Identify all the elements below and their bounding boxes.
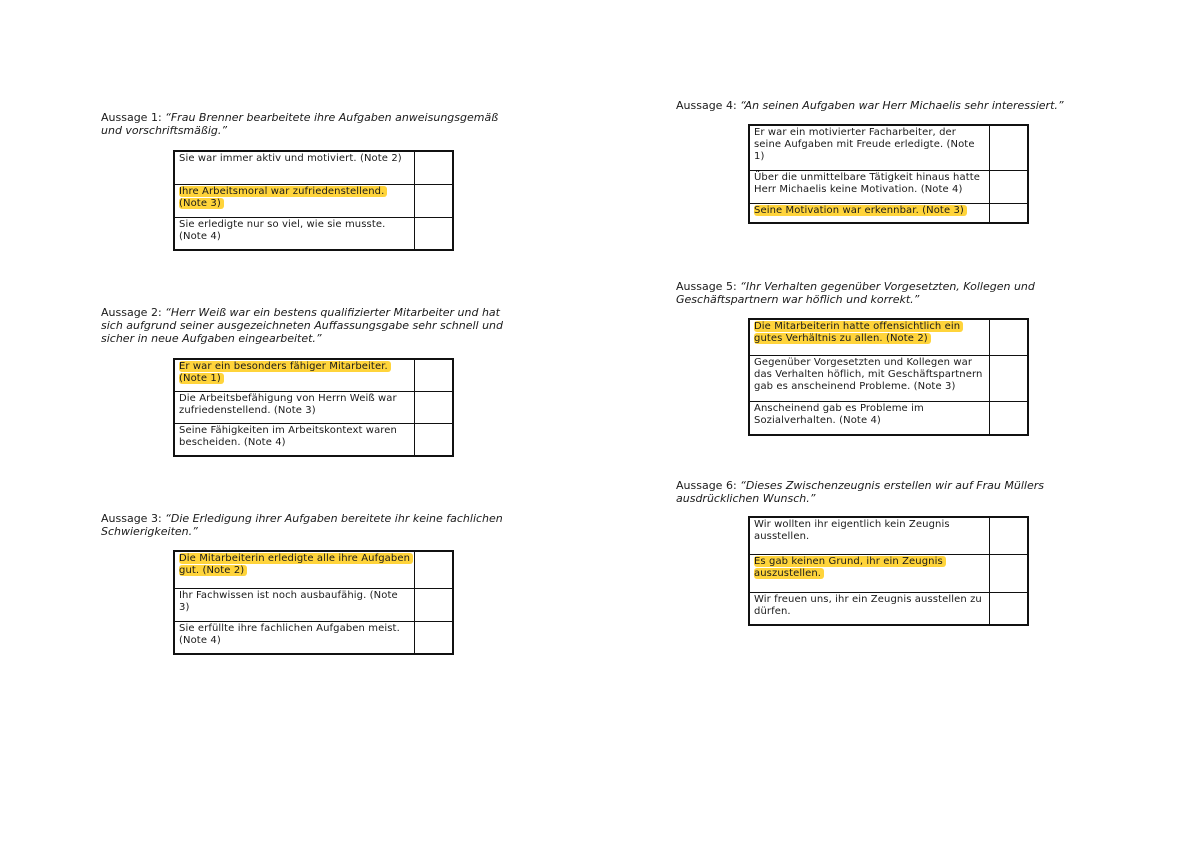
option-text-cell (174, 359, 415, 391)
answer-checkbox[interactable] (415, 184, 454, 217)
answer-checkbox[interactable] (990, 554, 1029, 592)
answer-checkbox[interactable] (990, 355, 1029, 401)
statement-quote: “Dieses Zwischenzeugnis erstellen wir auf Frau Müllers ausdrücklichen Wunsch.” (676, 479, 1044, 505)
statement-label: Aussage 2: (101, 306, 162, 319)
option-text-cell (749, 170, 990, 203)
option-text-cell (174, 551, 415, 588)
option-text-cell (749, 592, 990, 625)
option-text: Gegenüber Vorgesetzten und Kollegen war das Verhalten höflich, mit Geschäftspartnern gab es anscheinend Probleme. (Note 3) (754, 356, 983, 392)
table-row (749, 203, 1028, 223)
options-table-1 (173, 150, 454, 251)
options-table-6 (748, 516, 1029, 626)
option-text-highlighted: Die Mitarbeiterin hatte offensichtlich ein gutes Verhältnis zu allen. (Note 2) (754, 321, 963, 344)
option-text: Er war ein motivierter Facharbeiter, der seine Aufgaben mit Freude erledigte. (Note 1) (754, 127, 975, 162)
statement-label: Aussage 3: (101, 512, 162, 525)
option-text-cell (174, 217, 415, 250)
answer-checkbox[interactable] (990, 401, 1029, 435)
option-text: Wir wollten ihr eigentlich kein Zeugnis ausstellen. (754, 519, 950, 542)
option-text-cell (749, 517, 990, 554)
statement-5 (676, 280, 1096, 306)
statement-3 (101, 512, 521, 538)
statement-2 (101, 306, 521, 345)
answer-checkbox[interactable] (990, 125, 1029, 170)
answer-checkbox[interactable] (990, 517, 1029, 554)
statement-heading (676, 479, 1096, 505)
option-text-cell (174, 588, 415, 621)
answer-checkbox[interactable] (415, 423, 454, 456)
answer-checkbox[interactable] (990, 319, 1029, 355)
option-text-highlighted: Ihre Arbeitsmoral war zufriedenstellend. (Note 3) (179, 186, 387, 209)
answer-checkbox[interactable] (990, 170, 1029, 203)
table-row (174, 391, 453, 423)
option-text-highlighted: Die Mitarbeiterin erledigte alle ihre Aufgaben gut. (Note 2) (179, 553, 413, 576)
option-text: Wir freuen uns, ihr ein Zeugnis ausstellen zu dürfen. (754, 593, 982, 617)
statement-heading (101, 512, 521, 538)
option-text: Die Arbeitsbefähigung von Herrn Weiß war zufriedenstellend. (Note 3) (179, 392, 397, 416)
option-text-cell (749, 401, 990, 435)
table-row (174, 423, 453, 456)
statement-quote: “Die Erledigung ihrer Aufgaben bereitete ihr keine fachlichen Schwierigkeiten.” (101, 512, 503, 538)
option-text-cell (174, 423, 415, 456)
option-text: Anscheinend gab es Probleme im Sozialverhalten. (Note 4) (754, 402, 924, 426)
statement-label: Aussage 6: (676, 479, 737, 492)
statement-label: Aussage 1: (101, 111, 162, 124)
option-text-cell (174, 621, 415, 654)
answer-checkbox[interactable] (415, 588, 454, 621)
statement-label: Aussage 5: (676, 280, 737, 293)
option-text-cell (749, 355, 990, 401)
table-row (749, 125, 1028, 170)
options-table-4 (748, 124, 1029, 224)
options-table-3 (173, 550, 454, 655)
table-row (749, 355, 1028, 401)
options-table-5 (748, 318, 1029, 436)
answer-checkbox[interactable] (415, 391, 454, 423)
table-row (749, 170, 1028, 203)
statement-4 (676, 99, 1096, 112)
option-text-highlighted: Seine Motivation war erkennbar. (Note 3) (754, 205, 967, 216)
table-row (749, 401, 1028, 435)
option-text: Sie war immer aktiv und motiviert. (Note 2) (179, 153, 402, 164)
table-row (749, 592, 1028, 625)
table-row (749, 517, 1028, 554)
statement-heading (676, 99, 1096, 112)
table-row (174, 551, 453, 588)
option-text-cell (174, 151, 415, 184)
statement-6 (676, 479, 1096, 505)
option-text-highlighted: Er war ein besonders fähiger Mitarbeiter. (Note 1) (179, 361, 391, 384)
option-text-cell (174, 184, 415, 217)
statement-label: Aussage 4: (676, 99, 737, 112)
answer-checkbox[interactable] (415, 151, 454, 184)
statement-1 (101, 111, 521, 137)
statement-heading (101, 111, 521, 137)
answer-checkbox[interactable] (990, 203, 1029, 223)
options-table-2 (173, 358, 454, 457)
table-row (174, 621, 453, 654)
table-row (174, 184, 453, 217)
table-row (749, 319, 1028, 355)
option-text-cell (749, 125, 990, 170)
option-text: Sie erfüllte ihre fachlichen Aufgaben meist. (Note 4) (179, 622, 400, 646)
table-row (174, 151, 453, 184)
table-row (749, 554, 1028, 592)
option-text: Seine Fähigkeiten im Arbeitskontext waren bescheiden. (Note 4) (179, 424, 397, 448)
statement-quote: “Frau Brenner bearbeitete ihre Aufgaben anweisungsgemäß und vorschriftsmäßig.” (101, 111, 499, 137)
answer-checkbox[interactable] (415, 217, 454, 250)
option-text-cell (174, 391, 415, 423)
option-text-cell (749, 203, 990, 223)
answer-checkbox[interactable] (415, 359, 454, 391)
option-text-cell (749, 319, 990, 355)
statement-heading (101, 306, 521, 345)
statement-quote: “An seinen Aufgaben war Herr Michaelis sehr interessiert.” (740, 99, 1064, 112)
table-row (174, 217, 453, 250)
statement-heading (676, 280, 1096, 306)
option-text: Ihr Fachwissen ist noch ausbaufähig. (Note 3) (179, 589, 398, 613)
statement-quote: “Ihr Verhalten gegenüber Vorgesetzten, Kollegen und Geschäftspartnern war höflich und korrekt.” (676, 280, 1035, 306)
answer-checkbox[interactable] (415, 551, 454, 588)
answer-checkbox[interactable] (990, 592, 1029, 625)
option-text-cell (749, 554, 990, 592)
answer-checkbox[interactable] (415, 621, 454, 654)
statement-quote: “Herr Weiß war ein bestens qualifizierter Mitarbeiter und hat sich aufgrund seiner ausgezeichneten Auffassungsgabe sehr schnell und sicher in neue Aufgaben eingearbeitet.” (101, 306, 504, 345)
option-text: Sie erledigte nur so viel, wie sie musste. (Note 4) (179, 218, 386, 242)
table-row (174, 359, 453, 391)
option-text-highlighted: Es gab keinen Grund, ihr ein Zeugnis auszustellen. (754, 556, 946, 579)
table-row (174, 588, 453, 621)
option-text: Über die unmittelbare Tätigkeit hinaus hatte Herr Michaelis keine Motivation. (Note 4) (754, 171, 980, 195)
